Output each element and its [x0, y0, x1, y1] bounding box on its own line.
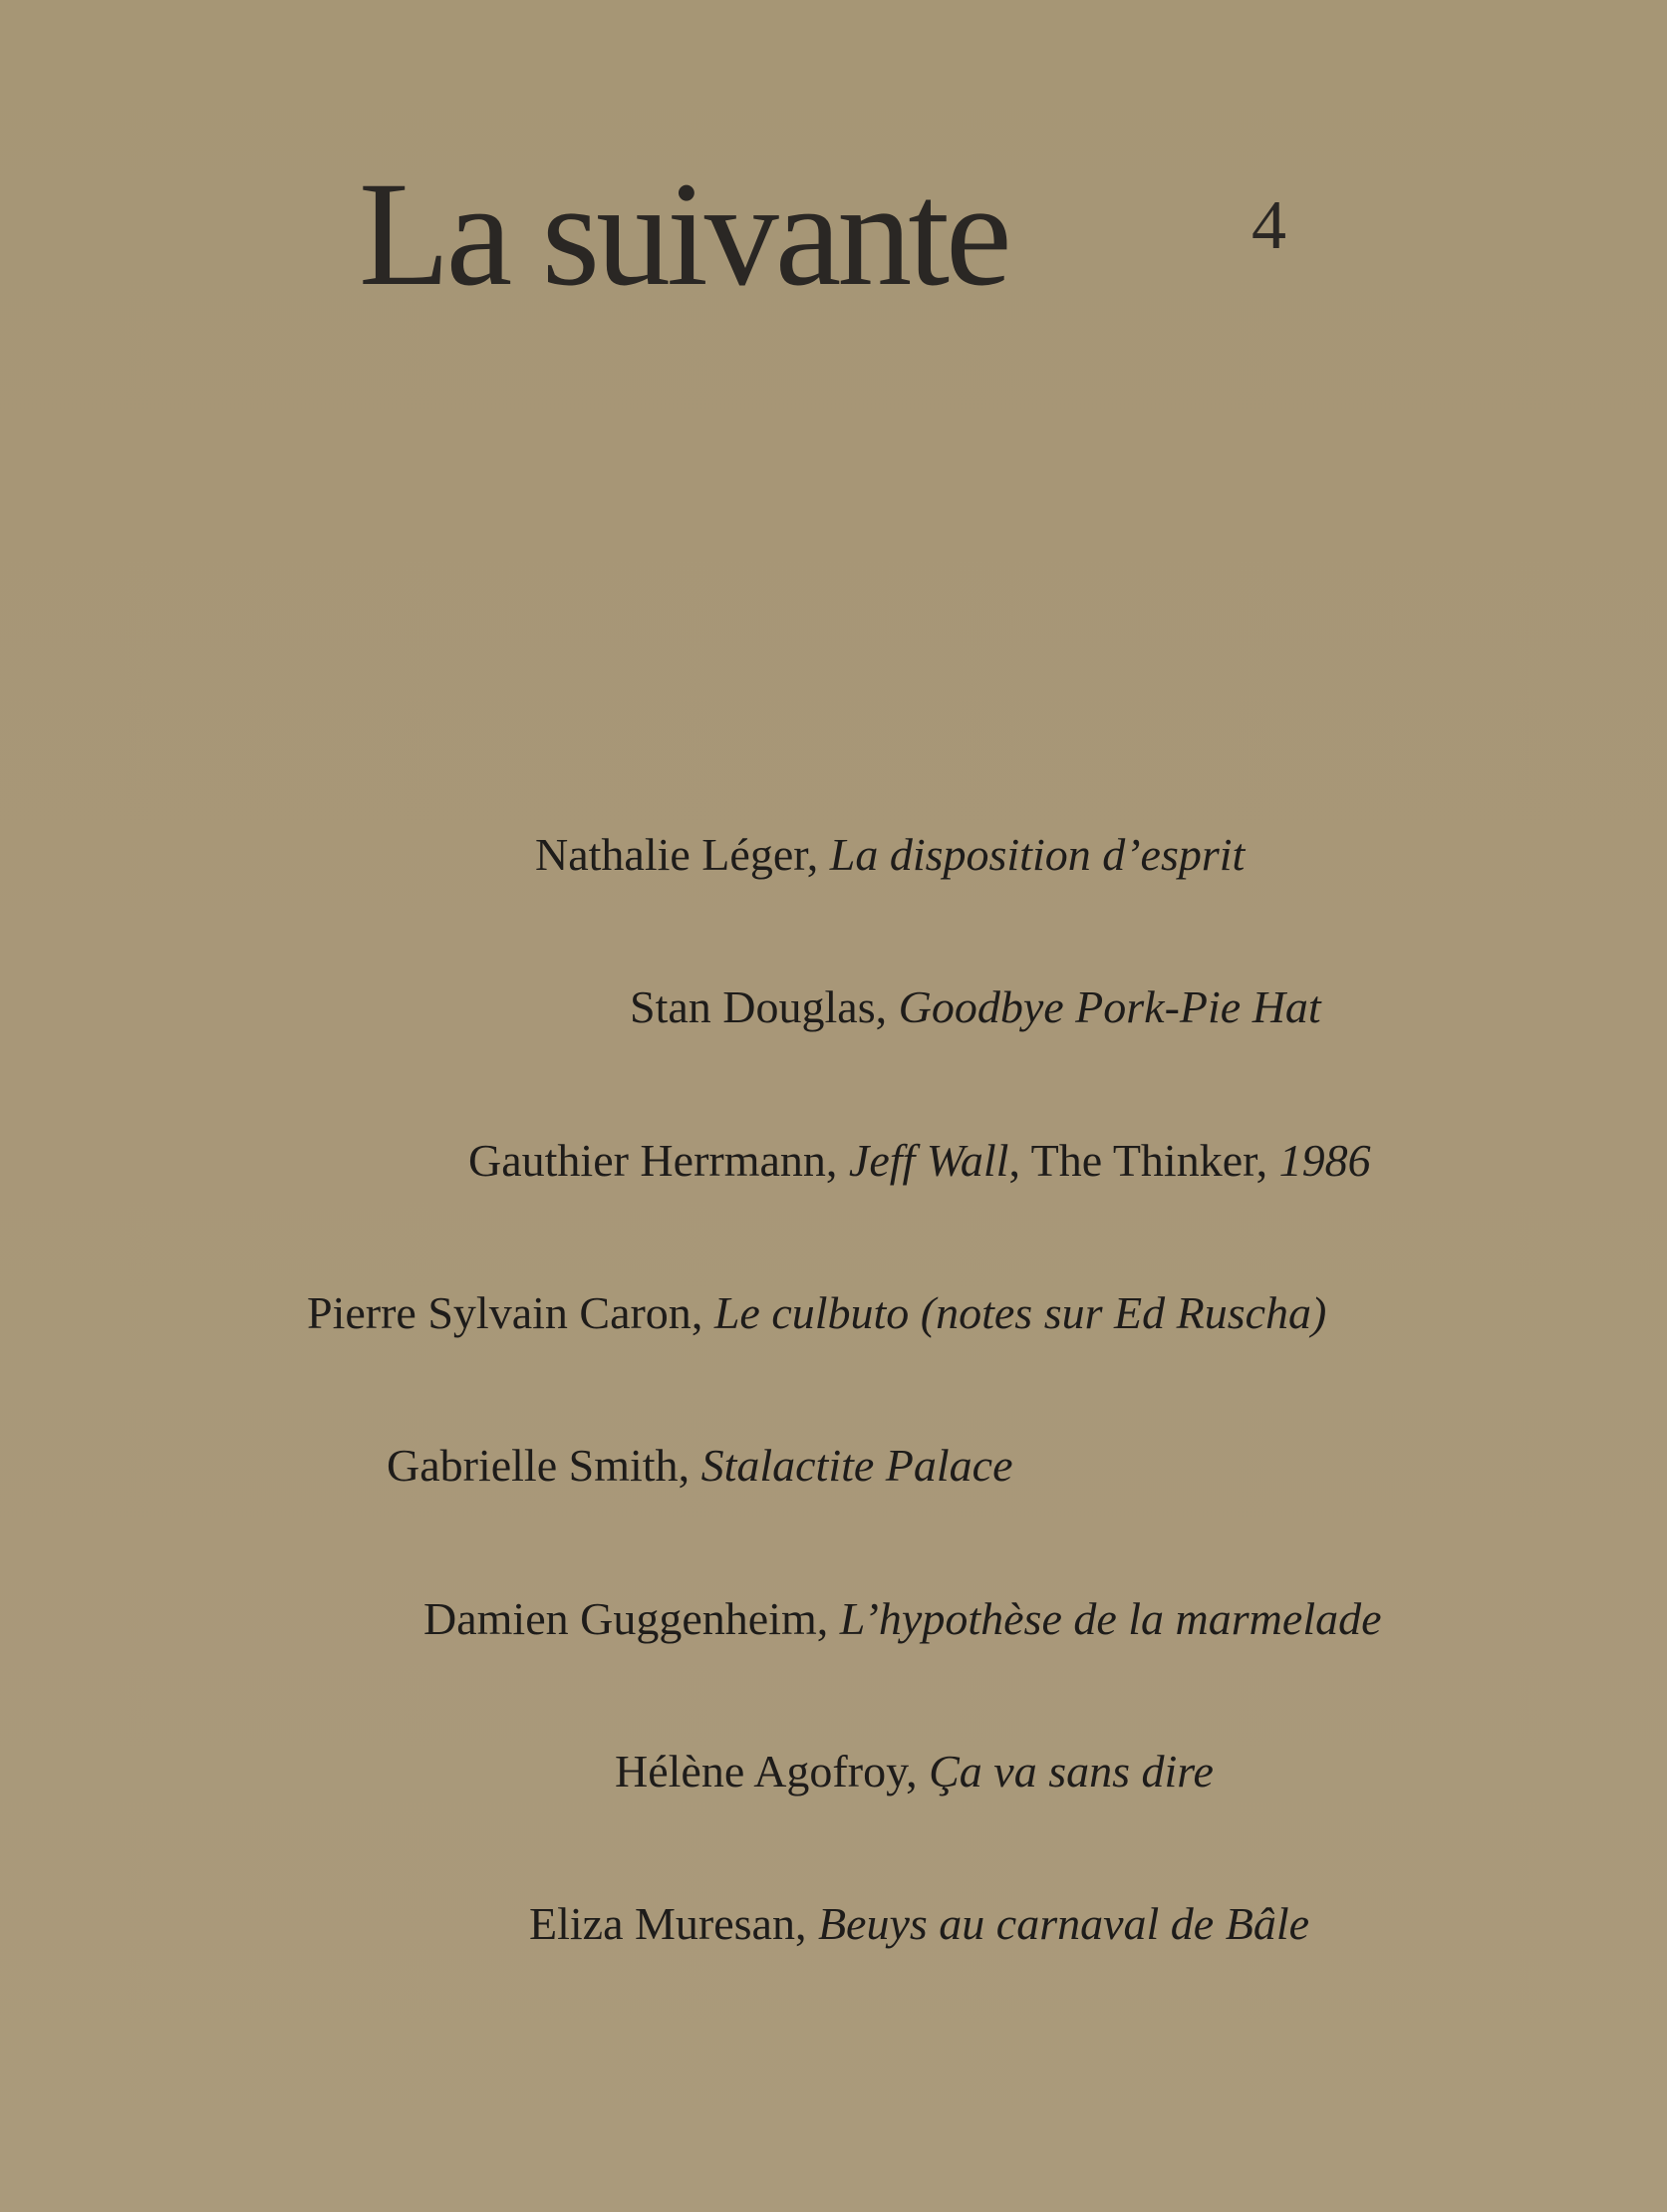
entry-separator: ,: [678, 1440, 701, 1491]
entry-work-title: Le culbuto (notes sur Ed Ruscha): [713, 1287, 1327, 1338]
entry-work-title: Ça va sans dire: [929, 1746, 1214, 1797]
entry-author: Gabrielle Smith: [387, 1440, 679, 1491]
entry-work-title: Goodbye Pork-Pie Hat: [898, 981, 1321, 1032]
contents-entry: [535, 829, 1246, 880]
cover-title: La suivante: [359, 151, 1008, 317]
entry-separator: ,: [906, 1746, 930, 1797]
entry-author: Stan Douglas: [630, 981, 876, 1032]
entry-author: Gauthier Herrmann: [468, 1135, 826, 1186]
entry-author: Eliza Muresan: [529, 1898, 795, 1949]
entry-separator: ,: [806, 829, 830, 880]
entry-work-title: Stalactite Palace: [700, 1440, 1013, 1491]
entry-author: Pierre Sylvain Caron: [307, 1287, 692, 1338]
entry-separator: ,: [816, 1593, 840, 1644]
entry-work-title: Jeff Wall: [848, 1135, 1009, 1186]
entry-separator: ,: [825, 1135, 849, 1186]
entry-separator: ,: [794, 1898, 818, 1949]
entry-work-year: 1986: [1278, 1135, 1371, 1186]
contents-entry: [387, 1440, 1013, 1491]
entry-author: Hélène Agofroy: [615, 1746, 907, 1797]
entry-work-subtitle: , The Thinker,: [1008, 1135, 1279, 1186]
contents-entry: [468, 1135, 1371, 1186]
entry-author: Damien Guggenheim: [423, 1593, 817, 1644]
contents-entry: [615, 1746, 1214, 1797]
contents-entry: [307, 1287, 1327, 1338]
entry-separator: ,: [875, 981, 899, 1032]
issue-number: 4: [1251, 187, 1286, 264]
entry-work-title: L’hypothèse de la marmelade: [839, 1593, 1382, 1644]
entry-work-title: La disposition d’esprit: [829, 829, 1246, 880]
entry-work-title: Beuys au carnaval de Bâle: [817, 1898, 1310, 1949]
entry-separator: ,: [691, 1287, 714, 1338]
contents-entry: [630, 981, 1321, 1032]
entry-author: Nathalie Léger: [535, 829, 807, 880]
contents-entry: [423, 1593, 1382, 1644]
contents-entry: [529, 1898, 1310, 1949]
